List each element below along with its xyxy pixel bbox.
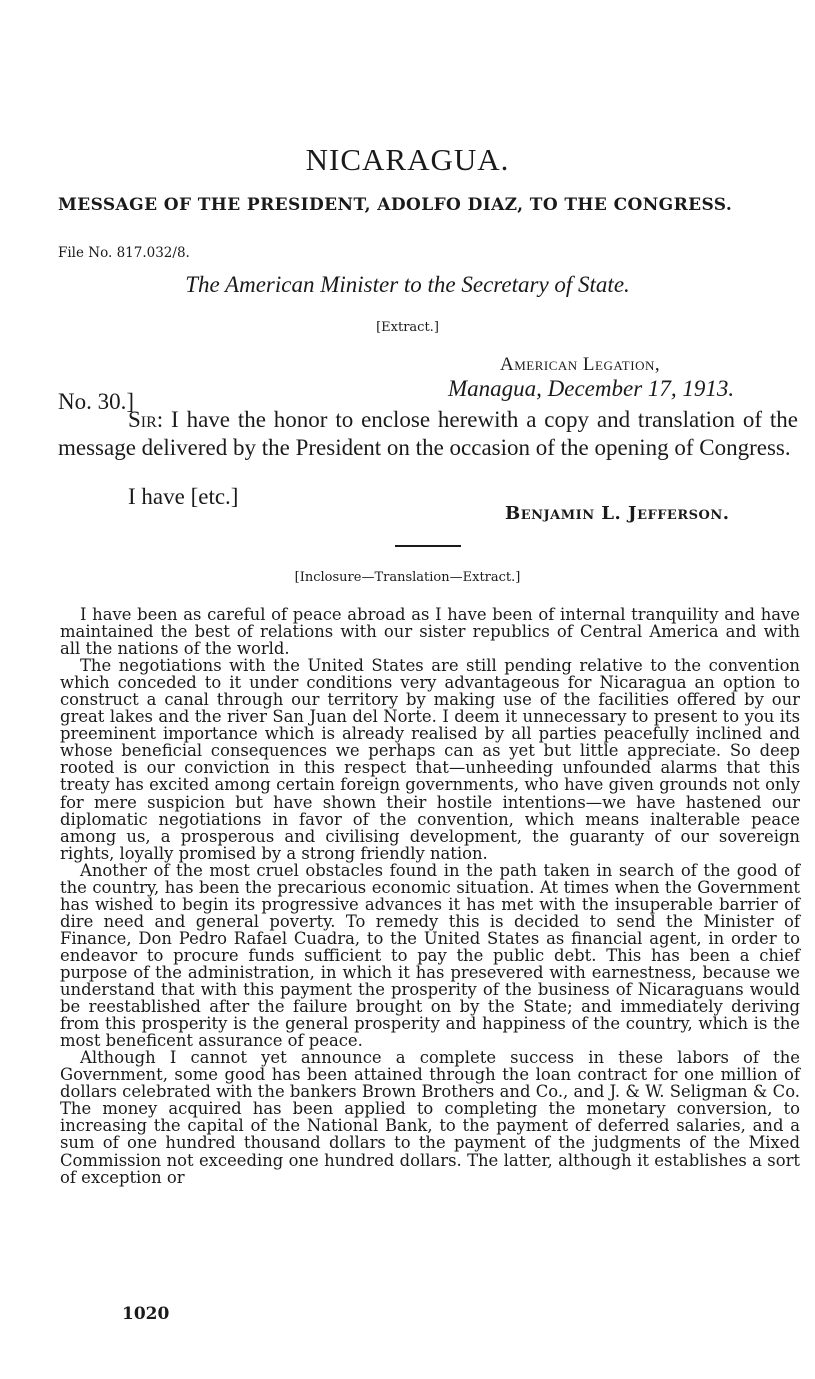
message-text — [60, 606, 800, 1186]
letter-closing: I have [etc.] — [128, 484, 239, 509]
paragraph-peace: I have been as careful of peace abroad as I have been of internal tranquility and have maintained the best of relations with our sister republics of Central America and with all the nations of the world. — [60, 605, 800, 659]
letter-body — [58, 406, 798, 462]
inclosure-note: [Inclosure—Translation—Extract.] — [294, 570, 521, 585]
letter-text: I have the honor to enclose herewith a copy and translation of the message delivered by the President on the occasion of the opening of Congress. — [58, 407, 798, 460]
message-heading: MESSAGE OF THE PRESIDENT, ADOLFO DIAZ, TO THE CONGRESS. — [58, 195, 733, 215]
place-date: Managua, December 17, 1913. — [448, 376, 735, 401]
dispatch-number: No. 30.] — [58, 389, 135, 414]
page-number: 1020 — [122, 1304, 170, 1324]
file-number: File No. 817.032/8. — [58, 245, 190, 261]
paragraph-loan-contract: Although I cannot yet announce a complete success in these labors of the Government, some good has been attained through the loan contract for one million of dollars celebrated with the bankers Brown Brothers and Co., and J. & W. Seligman & Co. The money acquired has been applied to completing the monetary conversion, to increasing the capital of the National Bank, to the payment of deferred salaries, and a sum of one hundred thousand dollars to the payment of the judgments of the Mixed Commission not exceeding one hundred dollars. The latter, although it establishes a sort of exception or — [60, 1048, 800, 1187]
page-title: NICARAGUA. — [305, 142, 510, 177]
paragraph-canal-convention: The negotiations with the United States are still pending relative to the convention which conceded to it under conditions very advantageous for Nicaragua an option to construct a canal through our territory by making use of the facilities offered by our great lakes and the river San Juan del Norte. I deem it unnecessary to present to you its preeminent importance which is already realised by all parties peacefully inclined and whose beneficial consequences we perhaps can as yet but little appreciate. So deep rooted is our conviction in this respect that—unheeding unfounded alarms that this treaty has excited among certain foreign governments, who have given grounds not only for mere suspicion but have shown their hostile intentions—we have hastened our diplomatic negotiations in favor of the convention, which means inalterable peace among us, a prosperous and civilising development, the guaranty of our sovereign rights, loyally promised by a strong friendly nation. — [60, 656, 800, 863]
salutation: Sir: — [128, 407, 164, 432]
divider-rule — [395, 545, 461, 547]
signature: Benjamin L. Jefferson. — [505, 503, 730, 524]
letter-paragraph — [58, 406, 798, 462]
legation-name: American Legation, — [500, 354, 661, 375]
section-subheading: The American Minister to the Secretary of State. — [185, 272, 630, 297]
extract-note: [Extract.] — [376, 320, 439, 335]
paragraph-economic-situation: Another of the most cruel obstacles found in the path taken in search of the good of the country, has been the precarious economic situation. At times when the Government has wished to begin its progressive advances it has met with the insuperable barrier of dire need and general poverty. To remedy this is decided to send the Minister of Finance, Don Pedro Rafael Cuadra, to the United States as financial agent, in order to endeavor to procure funds sufficient to pay the public debt. This has been a chief purpose of the administration, in which it has presevered with earnestness, because we understand that with this payment the prosperity of the business of Nicaraguans would be reestablished after the failure brought on by the State; and immediately deriving from this prosperity is the general prosperity and happiness of the country, which is the most beneficent assurance of peace. — [60, 860, 800, 1051]
